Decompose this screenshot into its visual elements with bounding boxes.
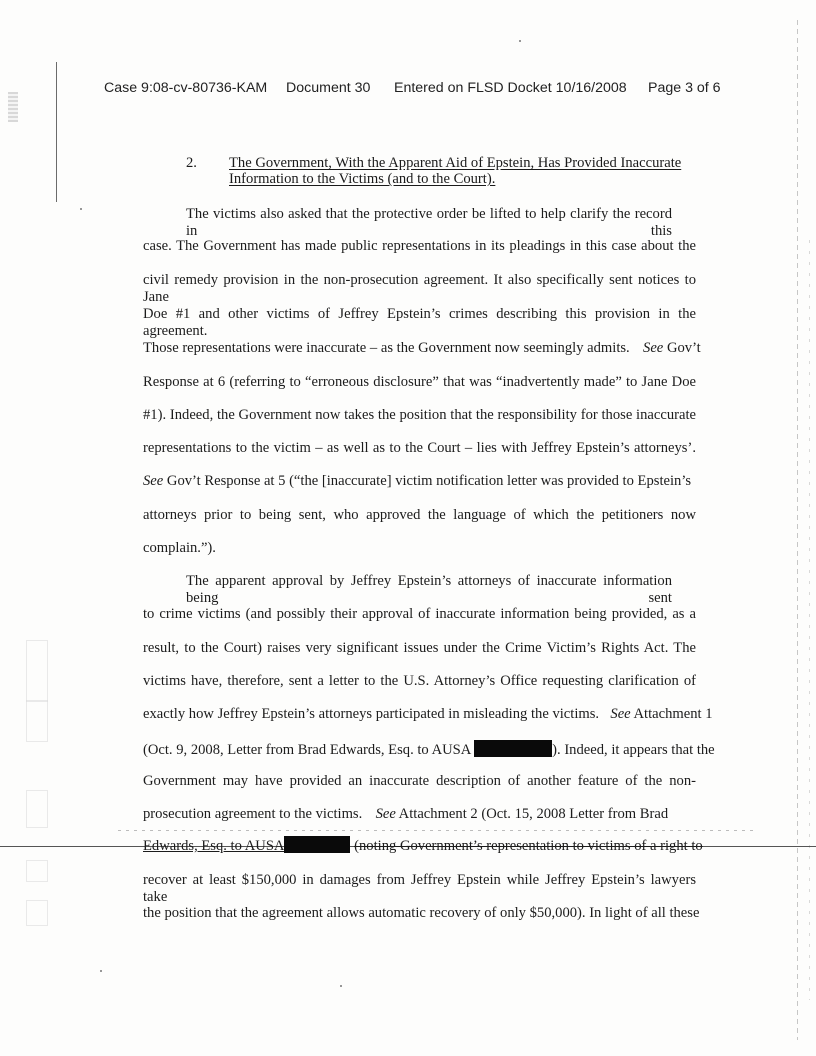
scan-speck	[340, 985, 342, 987]
paragraph-line: Edwards, Esq. to AUSA (noting Government’s representation to victims of a right to	[143, 838, 703, 854]
scan-speck	[80, 208, 82, 210]
paragraph-line: civil remedy provision in the non-prosecution agreement. It also specifically sent notices to Jane	[143, 272, 696, 305]
case-number: Case 9:08-cv-80736-KAM	[104, 80, 268, 96]
document-number: Document 30	[286, 80, 371, 96]
paragraph-line: The apparent approval by Jeffrey Epstein’s attorneys of inaccurate information being sent	[186, 573, 672, 606]
scan-edge	[809, 240, 810, 1000]
paragraph-line: attorneys prior to being sent, who approved the language of which the petitioners now	[143, 507, 696, 523]
paragraph-line: Doe #1 and other victims of Jeffrey Epstein’s crimes describing this provision in the agreement.	[143, 306, 696, 339]
redaction-block	[474, 740, 552, 757]
paragraph-line: (Oct. 9, 2008, Letter from Brad Edwards, Esq. to AUSA ). Indeed, it appears that the	[143, 742, 715, 758]
paragraph-line: recover at least $150,000 in damages from Jeffrey Epstein while Jeffrey Epstein’s lawyers take	[143, 872, 696, 905]
scan-speck	[100, 970, 102, 972]
scan-artifact	[26, 790, 48, 828]
paragraph-line: Government may have provided an inaccurate description of another feature of the non-	[143, 773, 696, 789]
scan-artifact	[26, 860, 48, 882]
paragraph-line: result, to the Court) raises very significant issues under the Crime Victim’s Rights Act. The	[143, 640, 696, 656]
paragraph-line: exactly how Jeffrey Epstein’s attorneys participated in misleading the victims. See Attachment 1	[143, 706, 713, 722]
paragraph-line: See Gov’t Response at 5 (“the [inaccurate] victim notification letter was provided to Epstein’s	[143, 473, 692, 489]
redaction-block	[284, 836, 350, 853]
scan-artifact	[26, 900, 48, 926]
scan-artifact	[8, 92, 18, 122]
paragraph-line: to crime victims (and possibly their approval of inaccurate information being provided, as a	[143, 606, 696, 622]
heading-title: The Government, With the Apparent Aid of Epstein, Has Provided Inaccurate Information to the Victims (and to the Court).	[229, 155, 682, 187]
paragraph-line: prosecution agreement to the victims. See Attachment 2 (Oct. 15, 2008 Letter from Brad	[143, 806, 669, 822]
paragraph-line: the position that the agreement allows automatic recovery of only $50,000). In light of all these	[143, 905, 700, 921]
paragraph-line: Those representations were inaccurate – as the Government now seemingly admits. See Gov’t	[143, 340, 701, 356]
scan-edge	[797, 20, 798, 1040]
margin-rule	[56, 62, 57, 202]
docket-entry: Entered on FLSD Docket 10/16/2008	[394, 80, 627, 96]
heading-number: 2.	[186, 155, 197, 171]
paragraph-line: case. The Government has made public representations in its pleadings in this case about the	[143, 238, 696, 254]
paragraph-line: Response at 6 (referring to “erroneous disclosure” that was “inadvertently made” to Jane Doe	[143, 374, 696, 390]
docket-header	[104, 80, 744, 96]
scan-artifact	[118, 830, 758, 831]
paragraph-line: victims have, therefore, sent a letter to the U.S. Attorney’s Office requesting clarification of	[143, 673, 696, 689]
paragraph-line: The victims also asked that the protective order be lifted to help clarify the record in this	[186, 206, 672, 239]
scan-speck	[519, 40, 521, 42]
paragraph-line: representations to the victim – as well as to the Court – lies with Jeffrey Epstein’s attorneys’.	[143, 440, 696, 456]
paragraph-line: complain.”).	[143, 540, 216, 556]
page-number: Page 3 of 6	[648, 80, 721, 96]
scan-artifact	[26, 700, 48, 742]
paragraph-line: #1). Indeed, the Government now takes the position that the responsibility for those inaccurate	[143, 407, 696, 423]
scan-artifact	[26, 640, 48, 702]
